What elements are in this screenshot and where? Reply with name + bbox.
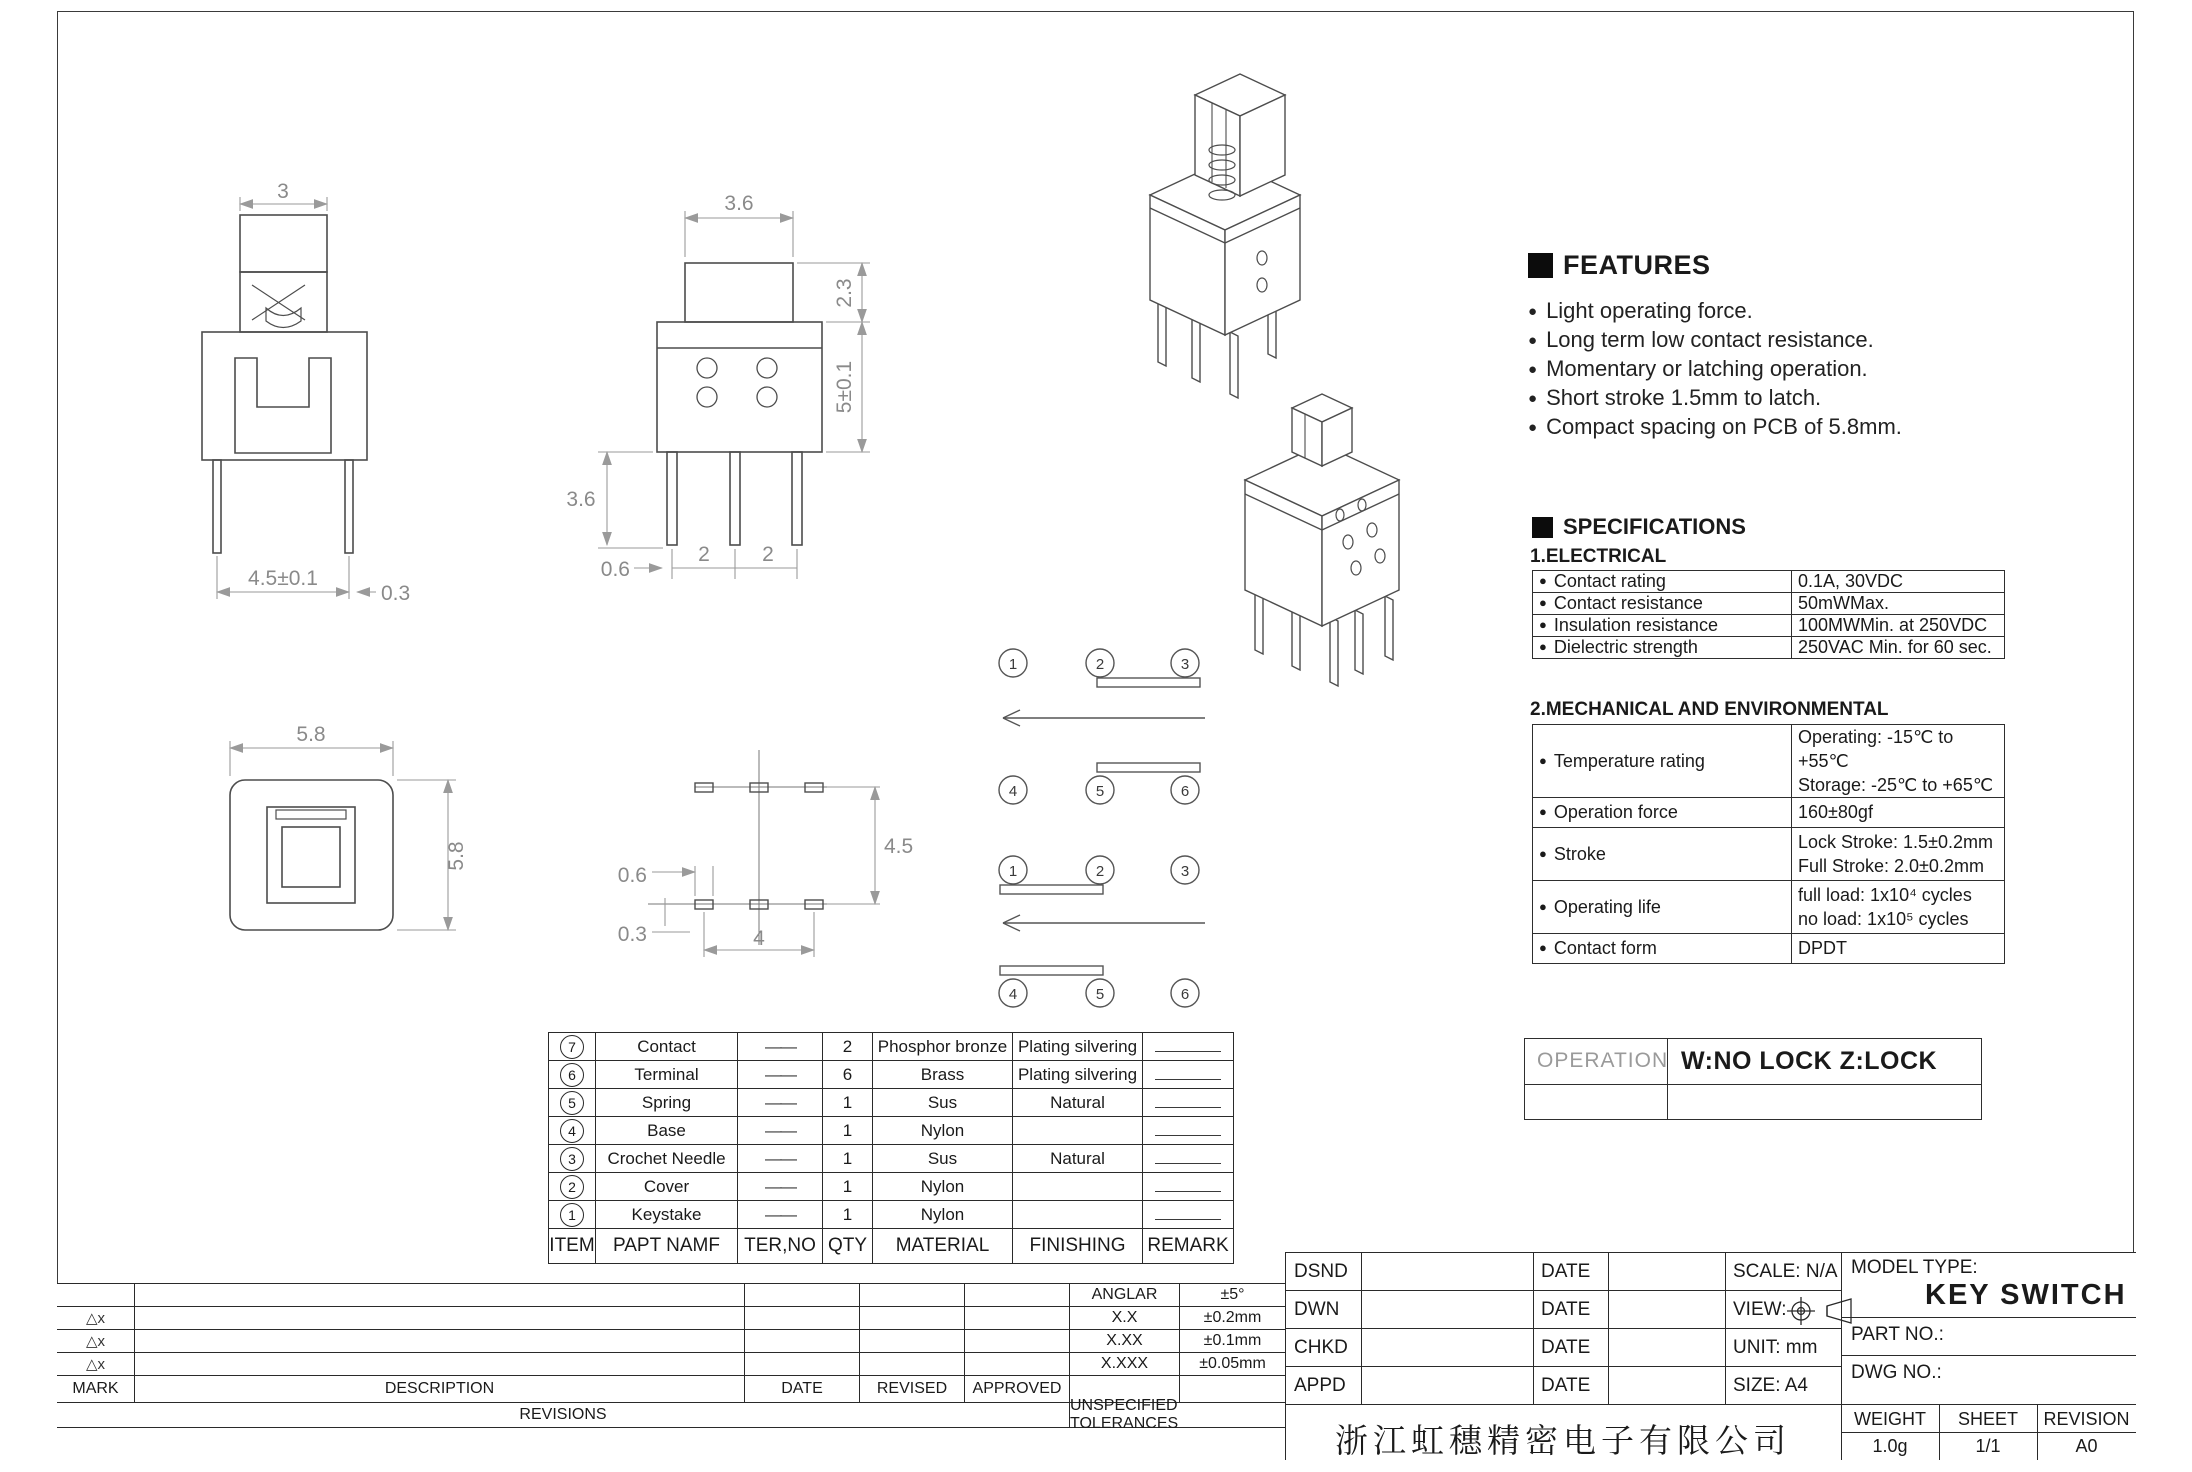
bullet-icon: ● [1528,390,1538,407]
bom-terno-cell: —— [738,1173,823,1201]
terminal-number: 4 [1008,783,1018,800]
bom-remark-cell [1143,1033,1233,1061]
feature-text: Long term low contact resistance. [1546,327,1874,352]
spec-value-line: full load: 1x10⁴ cycles [1798,885,1972,905]
terminal-number: 1 [1008,863,1018,880]
feature-text: Short stroke 1.5mm to latch. [1546,385,1822,410]
bom-qty-cell: 1 [823,1173,873,1201]
approved-cell [965,1284,1070,1307]
line [1285,1252,1286,1460]
tolerance-value-cell: ±0.1mm [1180,1330,1285,1353]
bom-material-cell: Nylon [873,1201,1013,1229]
revision-label: REVISION [2043,1409,2130,1429]
line [1285,1252,2136,1253]
spec-label-cell [1533,934,1792,964]
dim-top-height: 5.8 [445,841,468,871]
remark-line [1155,1125,1221,1136]
bom-finishing-cell: Plating silvering [1013,1061,1143,1089]
section-marker-icon [1528,253,1553,278]
dwg-no-label: DWG NO.: [1851,1362,1942,1383]
spec-label-cell [1533,615,1792,637]
bullet-icon: ● [1528,332,1538,349]
description-cell [135,1284,745,1307]
spec-label: Contact resistance [1553,593,1703,613]
spec-value-line: Full Stroke: 2.0±0.2mm [1798,856,1984,876]
bullet-icon: ● [1528,361,1538,378]
date-label: DATE [1541,1299,1591,1320]
tolerance-dim-cell: X.X [1070,1307,1180,1330]
terminal-number: 1 [1008,656,1018,673]
bom-item-cell [549,1201,596,1229]
bom-qty-cell: 2 [823,1033,873,1061]
bom-finishing-cell: Plating silvering [1013,1033,1143,1061]
sheet-label: SHEET [1957,1409,2018,1429]
bom-part-cell: Keystake [596,1201,738,1229]
spec-label: Operating life [1553,896,1661,917]
spec-label-cell [1533,828,1792,881]
item-number-badge: 3 [560,1147,584,1171]
header-description: DESCRIPTION [135,1376,745,1403]
spec-value: 50mWMax. [1792,593,2005,615]
remark-line [1155,1041,1221,1052]
bom-terno-cell: —— [738,1033,823,1061]
spec-label: Temperature rating [1553,750,1705,771]
header-approved: APPROVED [965,1376,1070,1403]
item-number-badge: 5 [560,1091,584,1115]
terminal-number: 5 [1095,783,1105,800]
front-view-drawing [202,180,410,605]
remark-line [1155,1209,1221,1220]
bom-material-cell: Phosphor bronze [873,1033,1013,1061]
table-row [1533,725,2005,798]
bom-remark-cell [1143,1201,1233,1229]
bullet-icon: ● [1539,898,1547,914]
bom-qty-cell: 1 [823,1089,873,1117]
spec-value-line: Lock Stroke: 1.5±0.2mm [1798,832,1993,852]
item-number-badge: 6 [560,1063,584,1087]
bom-material-cell: Nylon [873,1117,1013,1145]
divider [1525,1084,1981,1085]
spec-label-cell [1533,798,1792,828]
terminal-number: 2 [1095,863,1105,880]
bom-terno-cell: —— [738,1089,823,1117]
spec-value: DPDT [1792,934,2005,964]
terminal-number: 4 [1008,986,1018,1003]
tolerance-value-cell: ±0.05mm [1180,1353,1285,1376]
bom-item-cell [549,1173,596,1201]
line [1841,1317,2136,1318]
weight-label: WEIGHT [1854,1409,1926,1429]
revisions-tolerance-table [57,1283,1285,1459]
terminal-number: 3 [1180,656,1190,673]
bom-remark-cell [1143,1117,1233,1145]
bom-finishing-cell: Natural [1013,1089,1143,1117]
dim-front-pin-offset: 0.3 [381,582,411,605]
dim-side-body-height: 5±0.1 [833,360,856,414]
feature-item [1528,298,1998,327]
title-block [1285,1252,2136,1460]
bom-header-material: MATERIAL [873,1229,1013,1263]
unspecified-tolerances-label: UNSPECIFIED TOLERANCES [1070,1403,1285,1428]
operation-label: OPERATION [1537,1049,1669,1072]
line [1285,1290,1841,1291]
feature-text: Momentary or latching operation. [1546,356,1868,381]
bom-header-remark: REMARK [1147,1235,1229,1256]
size-label: SIZE: A4 [1733,1375,1808,1396]
description-cell [135,1307,745,1330]
feature-item [1528,327,1998,356]
tolerance-value-cell: ±5° [1180,1284,1285,1307]
date-cell [745,1284,860,1307]
header-date: DATE [745,1376,860,1403]
iso-view-cutaway [1150,74,1300,398]
bom-header-part: PAPT NAMF [596,1229,738,1263]
line [1725,1252,1726,1404]
bullet-icon: ● [1539,639,1547,654]
table-row [1533,637,2005,659]
line [1285,1404,2136,1405]
terminal-number: 3 [1180,863,1190,880]
bom-item-cell [549,1089,596,1117]
mechanical-table [1532,724,2005,964]
section-marker-icon [1532,517,1553,538]
bom-item-cell [549,1145,596,1173]
iso-view-complete [1245,394,1399,686]
table-row [1533,934,2005,964]
date-cell [745,1353,860,1376]
bom-part-cell: Crochet Needle [596,1145,738,1173]
bom-part-cell: Terminal [596,1061,738,1089]
revisions-label: REVISIONS [57,1403,1070,1428]
revised-cell [860,1353,965,1376]
bullet-icon: ● [1539,845,1547,861]
table-row [1533,828,2005,881]
table-row [1533,593,2005,615]
revised-cell [860,1284,965,1307]
sheet-value: 1/1 [1975,1436,2001,1456]
bom-material-cell: Sus [873,1145,1013,1173]
bom-remark-cell [1143,1089,1233,1117]
electrical-heading: 1.ELECTRICAL [1530,546,1667,567]
model-type-label: MODEL TYPE: [1851,1257,1978,1278]
dim-front-pins: 4.5±0.1 [248,567,318,590]
company-name: 浙江虹穗精密电子有限公司 [1335,1422,1791,1459]
part-no-label: PART NO.: [1851,1324,1944,1345]
bom-material-cell: Sus [873,1089,1013,1117]
bullet-icon: ● [1528,303,1538,320]
spec-label: Contact rating [1553,571,1666,591]
tolerance-dim-cell: ANGLAR [1070,1284,1180,1307]
line [1285,1328,1841,1329]
bullet-icon: ● [1539,595,1547,610]
terminal-number: 6 [1180,986,1190,1003]
spec-label: Stroke [1553,843,1606,864]
bom-header-qty: QTY [823,1229,873,1263]
spec-label-cell [1533,637,1792,659]
bom-finishing-cell: Natural [1013,1145,1143,1173]
terminal-number: 5 [1095,986,1105,1003]
bom-remark-cell [1143,1061,1233,1089]
dim-side-cap-height: 2.3 [833,278,856,308]
bom-finishing-cell [1013,1201,1143,1229]
bom-qty-cell: 1 [823,1201,873,1229]
item-number-badge: 2 [560,1175,584,1199]
bullet-icon: ● [1539,940,1547,955]
bullet-icon: ● [1539,752,1547,768]
terminal-number: 2 [1095,656,1105,673]
description-cell [135,1330,745,1353]
bom-terno-cell: —— [738,1061,823,1089]
mark-cell [57,1284,135,1307]
line [1608,1252,1609,1404]
feature-item [1528,385,1998,414]
tolerance-value-cell: ±0.2mm [1180,1307,1285,1330]
bom-header-terno: TER,NO [738,1229,823,1263]
dim-top-width: 5.8 [296,723,326,746]
dim-side-pin-width: 0.6 [600,558,630,581]
bom-part-cell: Contact [596,1033,738,1061]
pcb-footprint-drawing [618,750,913,957]
date-cell [745,1307,860,1330]
bullet-icon: ● [1528,419,1538,436]
dim-pcb-pad-width: 0.6 [617,864,647,887]
top-view-drawing [230,723,468,930]
side-view-drawing [566,192,870,581]
approved-cell [965,1307,1070,1330]
weight-value: 1.0g [1872,1436,1908,1456]
revised-cell [860,1307,965,1330]
mechanical-heading: 2.MECHANICAL AND ENVIRONMENTAL [1530,699,1889,720]
feature-text: Compact spacing on PCB of 5.8mm. [1546,414,1902,439]
spec-label: Dielectric strength [1553,637,1698,657]
dim-pcb-pitch-y: 4.5 [884,835,914,858]
spec-value-cell [1792,725,2005,798]
appd-label: APPD [1294,1375,1346,1396]
features-title: FEATURES [1563,250,1711,280]
item-number-badge: 1 [560,1203,584,1227]
scale-label: SCALE: N/A [1733,1261,1838,1282]
bom-terno-cell: —— [738,1145,823,1173]
bom-finishing-cell [1013,1117,1143,1145]
bom-remark-cell [1143,1145,1233,1173]
item-number-badge: 7 [560,1035,584,1059]
header-revised: REVISED [860,1376,965,1403]
feature-item [1528,356,1998,385]
spec-value-cell [1792,828,2005,881]
bom-header-item: ITEM [549,1229,596,1263]
line [1285,1366,1841,1367]
table-row [1533,571,2005,593]
dim-pcb-pitch-x: 4 [753,927,765,950]
specifications-title: SPECIFICATIONS [1563,514,1746,539]
bom-item-cell [549,1033,596,1061]
operation-box [1524,1038,1982,1120]
spec-value-line: Storage: -25℃ to +65℃ [1798,775,1994,795]
date-cell [745,1330,860,1353]
revision-value: A0 [2075,1436,2098,1456]
circuit-schematic [999,649,1205,1007]
unit-label: UNIT: mm [1733,1337,1818,1358]
mark-cell: △x [57,1307,135,1330]
table-row [1533,615,2005,637]
table-row [1533,798,2005,828]
bom-finishing-cell [1013,1173,1143,1201]
bom-qty-cell: 1 [823,1117,873,1145]
spec-label: Insulation resistance [1553,615,1718,635]
specifications-section [1532,514,1746,540]
terminal-number: 6 [1180,783,1190,800]
features-section [1528,250,1711,281]
electrical-table [1532,570,2005,659]
dsnd-label: DSND [1294,1261,1348,1282]
spec-value-line: Operating: -15℃ to +55℃ [1798,727,1954,771]
bullet-icon: ● [1539,573,1547,588]
line [1533,1252,1534,1404]
spec-value: 250VAC Min. for 60 sec. [1792,637,2005,659]
spec-value-cell [1792,881,2005,934]
header-mark: MARK [57,1376,135,1403]
spec-value: 100MWMin. at 250VDC [1792,615,2005,637]
spec-label-cell [1533,881,1792,934]
model-type-value: KEY SWITCH [1925,1279,2127,1311]
bom-material-cell: Brass [873,1061,1013,1089]
item-number-badge: 4 [560,1119,584,1143]
spec-label: Contact form [1553,938,1657,958]
dim-front-top: 3 [277,180,289,203]
feature-text: Light operating force. [1546,298,1753,323]
tolerance-dim-cell: X.XXX [1070,1353,1180,1376]
spec-label-cell [1533,593,1792,615]
remark-line [1155,1069,1221,1080]
bom-material-cell: Nylon [873,1173,1013,1201]
remark-line [1155,1097,1221,1108]
view-label: VIEW: [1733,1299,1787,1320]
remark-line [1155,1153,1221,1164]
spec-label-cell [1533,571,1792,593]
table-row [1533,881,2005,934]
chkd-label: CHKD [1294,1337,1348,1358]
dim-pcb-pad-height: 0.3 [617,923,647,946]
spec-label: Operation force [1553,802,1678,822]
bom-table [548,1032,1234,1264]
revised-cell [860,1330,965,1353]
line [1361,1252,1362,1404]
features-list [1528,298,1998,443]
dim-side-pitch-a: 2 [698,543,710,566]
bullet-icon: ● [1539,617,1547,632]
line [1841,1355,2136,1356]
bom-terno-cell: —— [738,1201,823,1229]
line [1841,1432,2136,1433]
bom-part-cell: Base [596,1117,738,1145]
spec-value: 160±80gf [1792,798,2005,828]
mark-cell: △x [57,1353,135,1376]
bom-terno-cell: —— [738,1117,823,1145]
bom-part-cell: Spring [596,1089,738,1117]
date-label: DATE [1541,1261,1591,1282]
spec-label-cell [1533,725,1792,798]
bom-remark-cell [1143,1173,1233,1201]
spec-value: 0.1A, 30VDC [1792,571,2005,593]
approved-cell [965,1330,1070,1353]
approved-cell [965,1353,1070,1376]
bom-qty-cell: 1 [823,1145,873,1173]
bom-item-cell [549,1061,596,1089]
dim-side-top: 3.6 [724,192,754,215]
date-label: DATE [1541,1337,1591,1358]
dim-side-pitch-b: 2 [762,543,774,566]
dwn-label: DWN [1294,1299,1340,1320]
bom-qty-cell: 6 [823,1061,873,1089]
operation-value: W:NO LOCK Z:LOCK [1681,1047,1938,1075]
feature-item [1528,414,1998,443]
bom-part-cell: Cover [596,1173,738,1201]
third-angle-projection-icon [1787,1296,1865,1326]
spec-value-line: no load: 1x10⁵ cycles [1798,909,1969,929]
remark-line [1155,1181,1221,1192]
empty-strip [57,1428,1285,1459]
bullet-icon: ● [1539,804,1547,819]
dim-side-leg: 3.6 [566,488,596,511]
date-label: DATE [1541,1375,1591,1396]
description-cell [135,1353,745,1376]
tolerance-dim-cell: X.XX [1070,1330,1180,1353]
bom-item-cell [549,1117,596,1145]
mark-cell: △x [57,1330,135,1353]
bom-header-finishing: FINISHING [1013,1229,1143,1263]
